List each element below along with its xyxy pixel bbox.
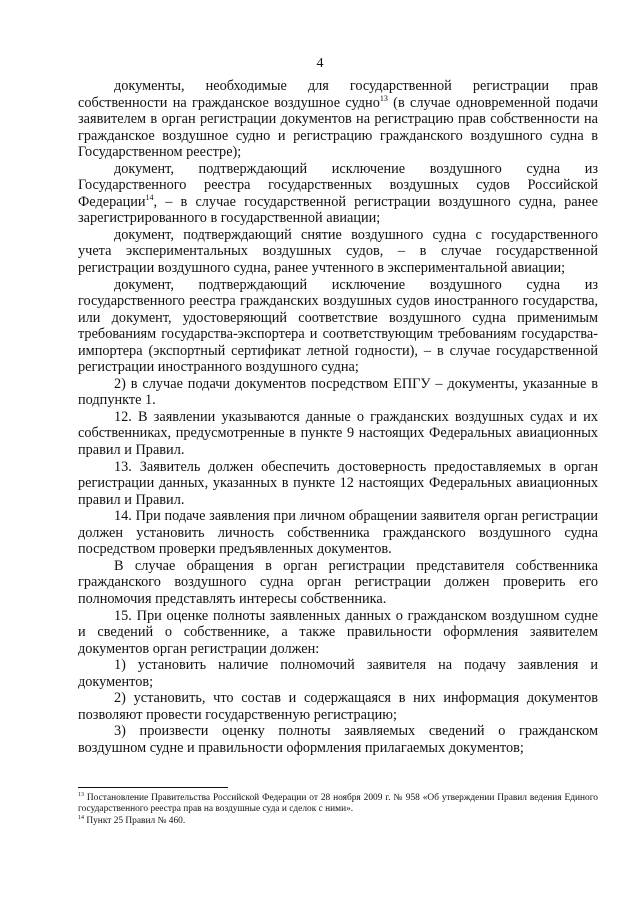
footnote-divider <box>78 787 228 788</box>
paragraph-item-12: 12. В заявлении указываются данные о гражданских воздушных судах и их собственниках, предусмотренные в пункте 9 настоящих Федеральных авиационных правил и Правил. <box>78 408 598 459</box>
footnote-13 <box>78 793 598 816</box>
paragraph-representative: В случае обращения в орган регистрации представителя собственника гражданского воздушного судна орган регистрации должен проверить его полномочия представлять интересы собственника. <box>78 557 598 607</box>
paragraph-item-14: 14. При подаче заявления при личном обращении заявителя орган регистрации должен установить личность собственника гражданского воздушного судна посредством проверки предъявленных документов. <box>78 508 598 558</box>
footnote-text: Постановление Правительства Российской Федерации от 28 ноября 2009 г. № 958 «Об утверждении Правил ведения Единого государственного реестра прав на воздушные суда и сделок с ними». <box>78 793 598 815</box>
footnote-ref: 14 <box>145 193 154 203</box>
paragraph-item-15: 15. При оценке полноты заявленных данных о гражданском воздушном судне и сведений о собственнике, а также правильности оформления заявителем документов орган регистрации должен: <box>78 607 598 657</box>
footnotes <box>78 793 598 827</box>
footnote-14 <box>78 816 598 827</box>
footnote-text: Пункт 25 Правил № 460. <box>84 815 186 826</box>
footnote-ref: 13 <box>379 93 388 103</box>
paragraph-subitem-3: 3) произвести оценку полноты заявляемых сведений о гражданском воздушном судне и правильности оформления прилагаемых документов; <box>78 723 598 756</box>
paragraph-text: документы, необходимые для государственной регистрации прав собственности на гражданское воздушное судно <box>78 78 598 111</box>
footnote-mark: 13 <box>78 791 84 798</box>
paragraph-text: документ, подтверждающий исключение воздушного судна из Государственного реестра государственных воздушных судов Российской Федерации <box>78 160 598 210</box>
paragraph-foreign-registry-exclusion: документ, подтверждающий исключение воздушного судна из государственного реестра гражданских воздушных судов иностранного государства, или документ, удостоверяющий соответствие воздушного судна применимым требованиям государства-экспортера и соответствующим требованиям государства-импортера (экспортный сертификат летной годности), – в случае государственной регистрации иностранного воздушного судна; <box>78 276 598 376</box>
paragraph-documents-ownership <box>78 78 598 161</box>
paragraph-subitem-1: 1) установить наличие полномочий заявителя на подачу заявления и документов; <box>78 657 598 690</box>
paragraph-epgu-submission: 2) в случае подачи документов посредством ЕПГУ – документы, указанные в подпункте 1. <box>78 375 598 409</box>
paragraph-item-13: 13. Заявитель должен обеспечить достоверность предоставляемых в орган регистрации данных, указанных в пункте 12 настоящих Федеральных авиационных правил и Правил. <box>78 458 598 508</box>
page-number: 4 <box>316 56 324 71</box>
paragraph-text: (в случае одновременной подачи заявителем в орган регистрации документов на регистрацию прав собственности на гражданское воздушное судно и регистрацию гражданского воздушного судна в Государственном реестре); <box>78 94 598 161</box>
paragraph-experimental-deregistration: документ, подтверждающий снятие воздушного судна с государственного учета экспериментальных воздушных судов, – в случае государственной регистрации воздушного судна, ранее учтенного в экспериментальной авиации; <box>78 226 598 277</box>
paragraph-state-registry-exclusion <box>78 161 598 227</box>
document-body <box>78 78 598 756</box>
paragraph-text: , – в случае государственной регистрации воздушного судна, ранее зарегистрированного в государственной авиации; <box>78 193 598 227</box>
paragraph-subitem-2: 2) установить, что состав и содержащаяся в них информация документов позволяют провести государственную регистрацию; <box>78 690 598 723</box>
footnote-mark: 14 <box>78 814 84 821</box>
